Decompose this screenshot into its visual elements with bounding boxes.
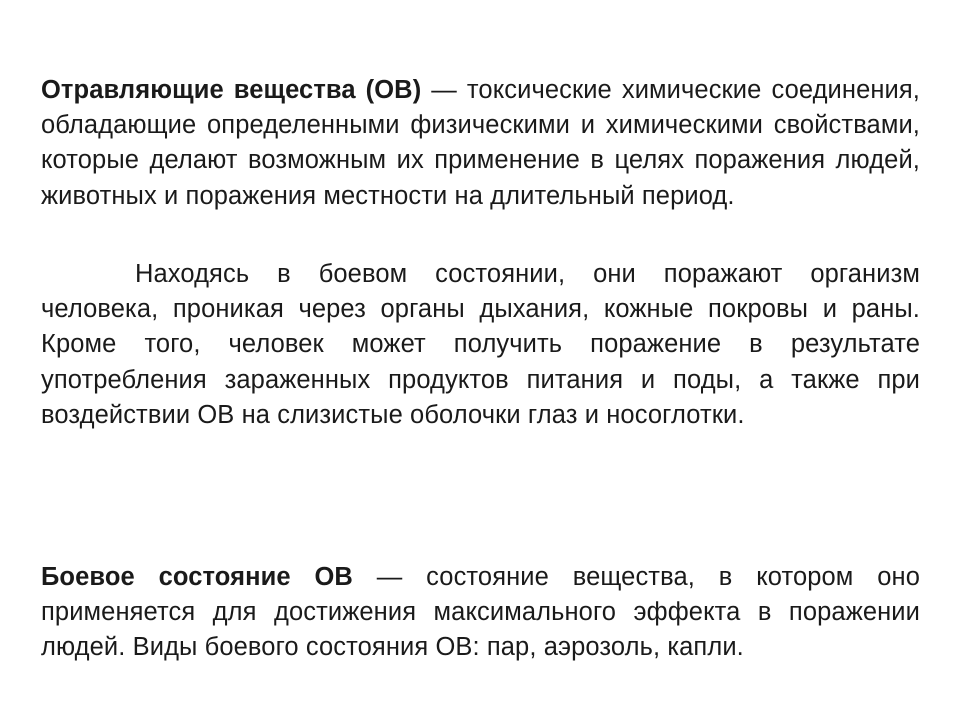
definition-text-combat-state: — состояние вещества, в котором оно применяется для достижения максимального эффекта в поражении людей. Виды боевого состояния ОВ: пар, аэрозоль, капли. xyxy=(41,563,920,662)
term-ov: Отравляющие вещества (ОВ) xyxy=(41,76,422,104)
definition-paragraph-combat-state xyxy=(41,560,920,666)
effects-paragraph xyxy=(41,257,920,433)
definition-paragraph-ov xyxy=(41,73,920,214)
term-combat-state: Боевое состояние ОВ xyxy=(41,563,353,591)
effects-text: Находясь в боевом состоянии, они поражают организм человека, проникая через органы дыхания, кожные покровы и раны. Кроме того, человек может получить поражение в результате употребления зараженных продуктов питания и поды, а также при воздействии ОВ на слизистые оболочки глаз и носоглотки. xyxy=(41,260,920,429)
definition-text-ov: — токсические химические соединения, обладающие определенными физическими и химическими свойствами, которые делают возможным их применение в целях поражения людей, животных и поражения местности на длительный период. xyxy=(41,76,920,210)
